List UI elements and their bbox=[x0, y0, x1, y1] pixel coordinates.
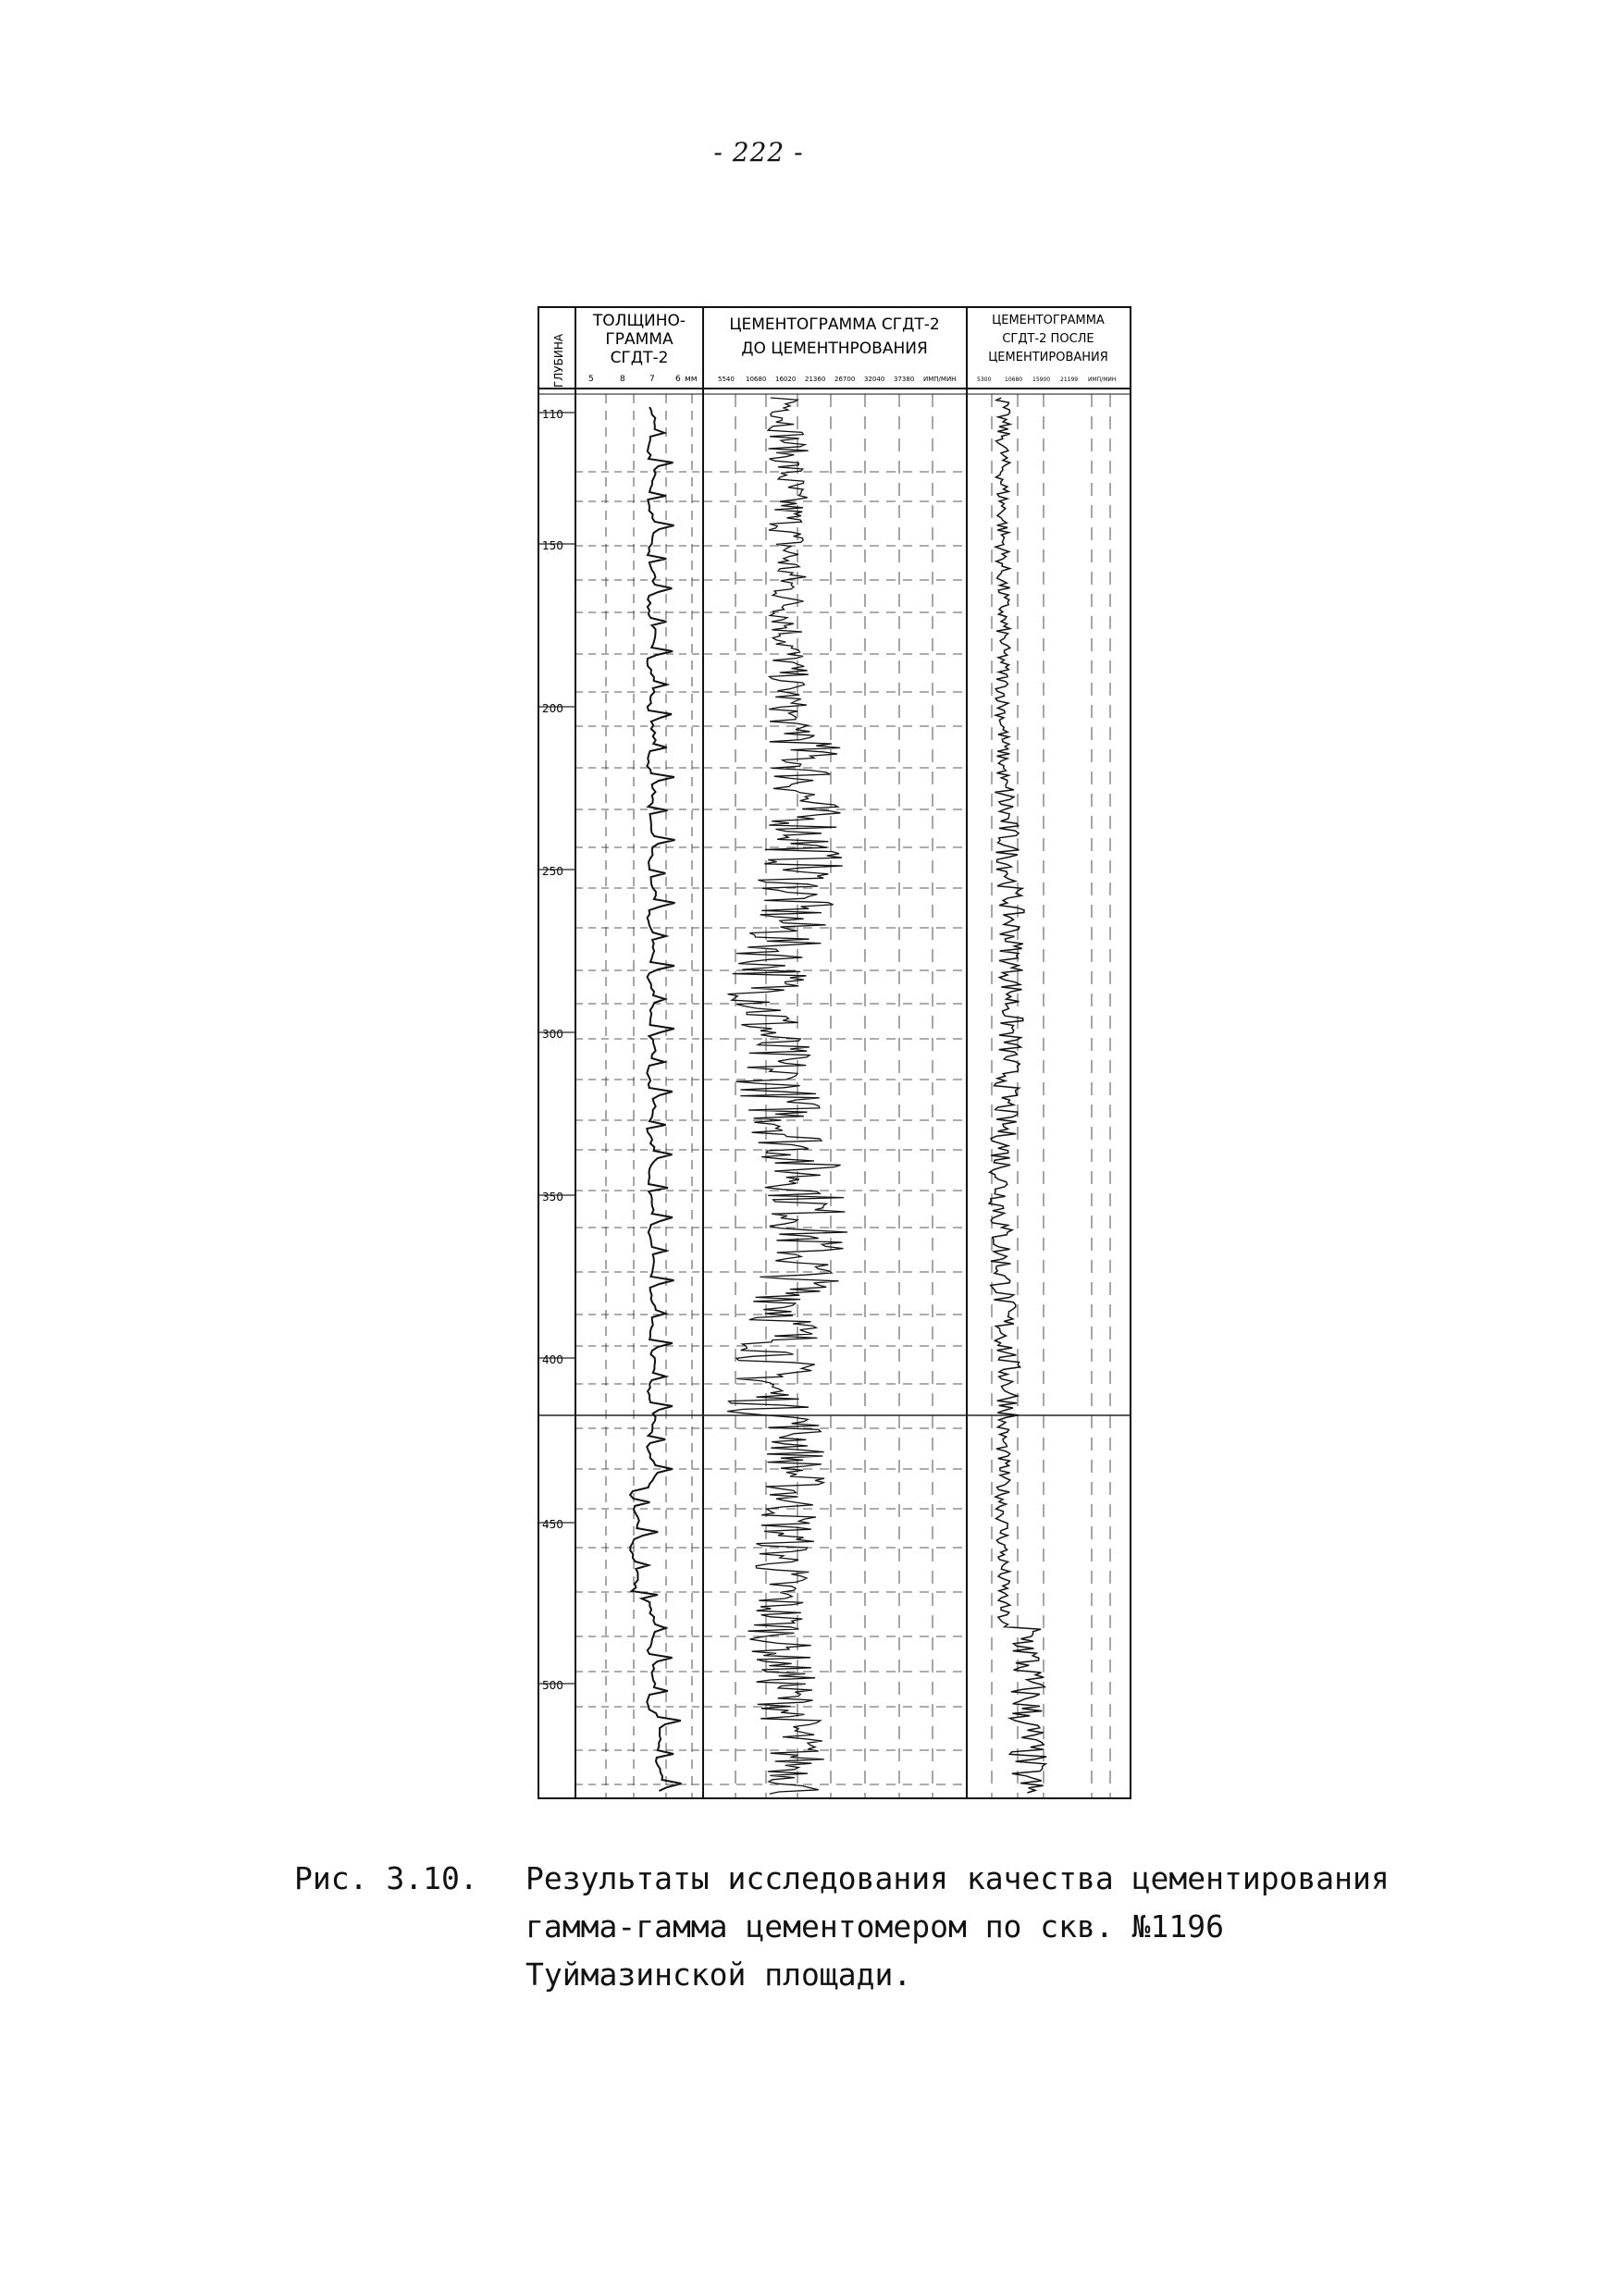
col1-title-1: ТОЛЩИНО- bbox=[592, 312, 686, 330]
grid-lines bbox=[538, 394, 1131, 1798]
page-number: - 222 - bbox=[713, 137, 804, 167]
caption-line-2: гамма-гамма цементомером по скв. №1196 bbox=[525, 1908, 1224, 1944]
depth-label-300: 300 bbox=[542, 1028, 563, 1041]
col3-scale-0: 5300 bbox=[977, 376, 992, 383]
caption-text bbox=[525, 1855, 1414, 1999]
col3-scale-2: 15900 bbox=[1032, 376, 1051, 383]
col2-scale-4: 26700 bbox=[834, 376, 856, 383]
col2-scale-1: 10680 bbox=[746, 376, 767, 383]
depth-header: ГЛУБИНА bbox=[552, 333, 565, 389]
depth-label-500: 500 bbox=[542, 1679, 563, 1692]
depth-label-250: 250 bbox=[542, 865, 563, 878]
col3-scale-4: ИМП/МИН bbox=[1088, 376, 1117, 383]
depth-label-450: 450 bbox=[542, 1518, 563, 1531]
col2-scale-6: 37380 bbox=[894, 376, 915, 383]
col3-title-2: СГДТ-2 ПОСЛЕ bbox=[1002, 332, 1094, 346]
col1-title-2: ГРАММА bbox=[605, 330, 674, 349]
col2-title-2: ДО ЦЕМЕНТНРОВАНИЯ bbox=[741, 339, 928, 358]
col2-title-1: ЦЕМЕНТОГРАММА СГДТ-2 bbox=[729, 315, 940, 334]
col3-scale-3: 21199 bbox=[1060, 376, 1079, 383]
col1-scale-1: 8 bbox=[620, 375, 625, 384]
col2-scale-3: 21360 bbox=[805, 376, 826, 383]
depth-label-200: 200 bbox=[542, 702, 563, 715]
depth-label-350: 350 bbox=[542, 1191, 563, 1204]
col1-scale-3: 6 bbox=[675, 375, 681, 384]
col2-scale-2: 16020 bbox=[775, 376, 797, 383]
col1-scale-0: 5 bbox=[588, 375, 594, 384]
col3-title-3: ЦЕМЕНТИРОВАНИЯ bbox=[988, 351, 1108, 364]
caption-line-3: Туймазинской площади. bbox=[525, 1957, 912, 1993]
col3-title-1: ЦЕМЕНТОГРАММА bbox=[992, 314, 1105, 327]
caption-line-1: Результаты исследования качества цементирования bbox=[525, 1860, 1390, 1896]
well-log-figure bbox=[537, 305, 1138, 1804]
figure-frame bbox=[538, 307, 1131, 1798]
cement-before-trace bbox=[727, 398, 847, 1794]
col2-scale-5: 32040 bbox=[864, 376, 885, 383]
col2-scale-7: ИМП/МИН bbox=[923, 376, 957, 383]
col1-title-3: СГДТ-2 bbox=[610, 349, 669, 367]
col1-scale-4: мм bbox=[685, 375, 698, 384]
caption-label: Рис. 3.10. bbox=[294, 1860, 478, 1896]
thickness-trace bbox=[630, 407, 681, 1791]
col3-scale-1: 10680 bbox=[1005, 376, 1023, 383]
depth-label-150: 150 bbox=[542, 539, 563, 552]
depth-label-110: 110 bbox=[542, 408, 563, 421]
col2-scale-0: 5540 bbox=[718, 376, 735, 383]
depth-label-400: 400 bbox=[542, 1353, 563, 1366]
col1-scale-2: 7 bbox=[649, 375, 655, 384]
